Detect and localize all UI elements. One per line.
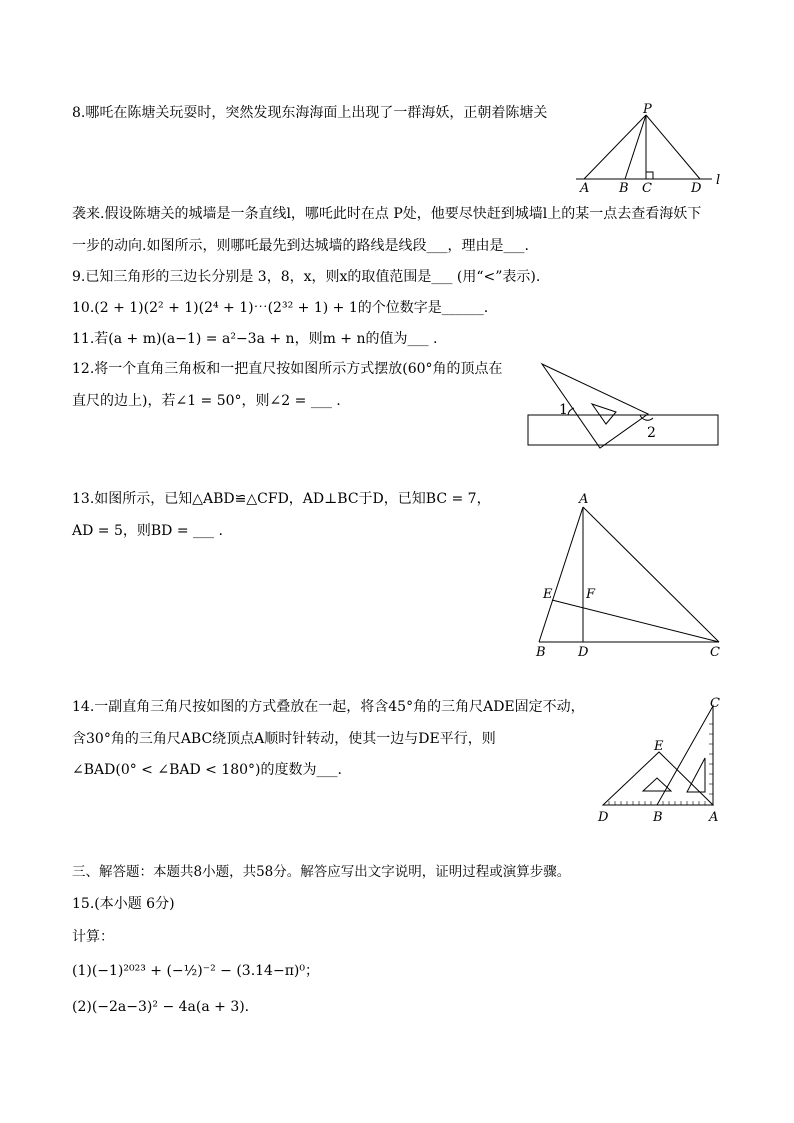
q13-label-C: C (710, 645, 720, 660)
q8-label-A: A (580, 181, 590, 196)
q14-label-B: B (653, 810, 663, 825)
q13-label-D: D (578, 645, 589, 660)
q8-label-C: C (642, 181, 652, 196)
q8-line3: 一步的动向.如图所示，则哪吒最先到达城墙的路线是线段___，理由是___. (72, 238, 529, 254)
q13-label-B: B (536, 645, 546, 660)
q13-label-A: A (579, 492, 589, 507)
q13-line2: AD = 5，则BD = ___ . (72, 523, 223, 539)
q12-figure (520, 358, 725, 450)
q9-text: 9.已知三角形的三边长分别是 3，8，x，则x的取值范围是___ (用“<”表示). (72, 269, 541, 285)
q14-figure (595, 694, 730, 826)
q10-text (72, 298, 488, 318)
q14-line1: 14.一副直角三角尺按如图的方式叠放在一起，将含45°角的三角尺ADE固定不动， (72, 699, 585, 715)
q14-label-C: C (710, 696, 720, 711)
q14-label-E: E (654, 739, 664, 754)
q14-line2: 含30°角的三角尺ABC绕顶点A顺时针转动，使其一边与DE平行，则 (72, 731, 496, 747)
q13-line1: 13.如图所示，已知△ABD≌△CFD，AD⊥BC于D，已知BC = 7， (72, 491, 491, 507)
q10-prefix: 10. (72, 300, 95, 316)
q14-label-A: A (709, 810, 719, 825)
q8-label-l: l (716, 173, 721, 188)
q14-line3: ∠BAD(0° < ∠BAD < 180°)的度数为___. (72, 762, 342, 778)
q10-suffix: 的个位数字是______. (357, 300, 489, 316)
q12-line1: 12.将一个直角三角板和一把直尺按如图所示方式摆放(60°角的顶点在 (72, 361, 503, 377)
q8-label-D: D (691, 181, 702, 196)
q15-intro: 计算： (72, 929, 114, 945)
q15-part1: (1)(−1)²⁰²³ + (−½)⁻² − (3.14−π)⁰； (72, 963, 319, 979)
q13-label-F: F (586, 587, 596, 602)
q11-text: 11.若(a + m)(a−1) = a²−3a + n，则m + n的值为___ . (72, 331, 438, 347)
q13-figure (530, 490, 730, 662)
q13-label-E: E (543, 587, 553, 602)
q12-angle1-label: 1 (559, 402, 568, 418)
q8-label-P: P (643, 102, 652, 117)
q8-line2: 袭来.假设陈塘关的城墙是一条直线l，哪吒此时在点 P处，他要尽快赶到城墙l上的某一点去查看海妖下 (72, 206, 702, 222)
q8-line1: 8.哪吒在陈塘关玩耍时，突然发现东海海面上出现了一群海妖，正朝着陈塘关 (72, 105, 548, 121)
q8-label-B: B (619, 181, 629, 196)
q12-line2: 直尺的边上)，若∠1 = 50°，则∠2 = ___ . (72, 393, 341, 409)
q12-angle2-label: 2 (647, 425, 656, 441)
q15-title: 15.(本小题 6分) (72, 896, 175, 912)
q8-figure (570, 100, 730, 198)
q10-expression: (2 + 1)(2² + 1)(2⁴ + 1)⋯(2³² + 1) + 1 (94, 300, 358, 316)
q15-part2: (2)(−2a−3)² − 4a(a + 3). (72, 999, 250, 1015)
q14-label-D: D (598, 810, 609, 825)
section3-heading: 三、解答题：本题共8小题，共58分。解答应写出文字说明，证明过程或演算步骤。 (72, 864, 571, 880)
